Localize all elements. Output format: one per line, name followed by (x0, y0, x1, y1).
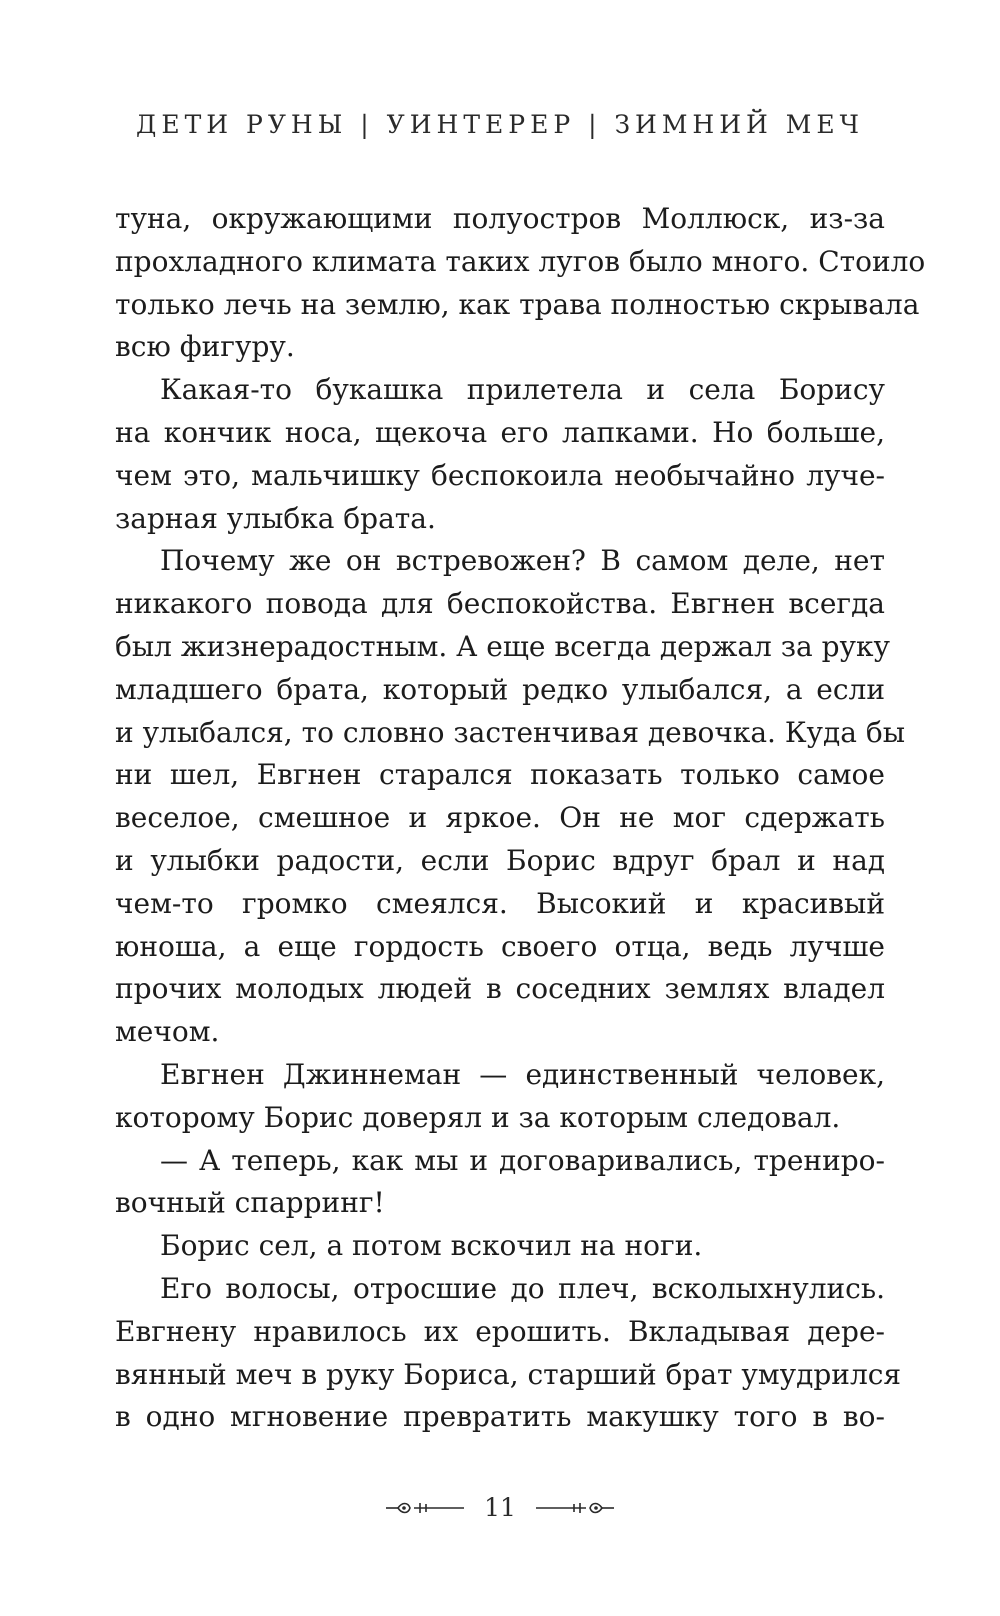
text-line: мечом. (115, 1015, 220, 1049)
text-line: никакого повода для беспокойства. Евгнен всегда (115, 587, 885, 621)
text-line: на кончик носа, щекоча его лапками. Но больше, (115, 415, 885, 449)
running-head: ДЕТИ РУНЫ | УИНТЕРЕР | ЗИМНИЙ МЕЧ (136, 110, 864, 139)
text-line: веселое, смешное и яркое. Он не мог сдержать (115, 801, 885, 835)
text-line: Евгнену нравилось их ерошить. Вкладывая дере- (115, 1314, 885, 1348)
text-line: был жизнерадостным. А еще всегда держал за руку (115, 629, 890, 663)
text-line: только лечь на землю, как трава полностью скрывала (115, 287, 920, 321)
text-line: Борис сел, а потом вскочил на ноги. (160, 1229, 703, 1263)
text-line: вочный спарринг! (115, 1186, 385, 1220)
right-flourish-icon (534, 1496, 616, 1520)
text-line: в одно мгновение превратить макушку того в во- (115, 1400, 885, 1434)
text-line: вянный меч в руку Бориса, старший брат умудрился (115, 1357, 902, 1391)
body-text (115, 198, 926, 1439)
text-line: Почему же он встревожен? В самом деле, нет (160, 544, 885, 578)
page-folio (0, 1488, 1000, 1528)
text-line: — А теперь, как мы и договаривались, трениро- (160, 1143, 885, 1177)
text-line: чем это, мальчишку беспокоила необычайно луче- (115, 458, 885, 492)
text-line: и улыбки радости, если Борис вдруг брал и над (115, 843, 885, 877)
text-line: чем-то громко смеялся. Высокий и красивый (115, 886, 885, 920)
text-line: младшего брата, который редко улыбался, а если (115, 672, 885, 706)
text-line: прочих молодых людей в соседних землях владел (115, 972, 885, 1006)
text-line: и улыбался, то словно застенчивая девочка. Куда бы (115, 715, 905, 749)
left-flourish-icon (384, 1496, 466, 1520)
page-number: 11 (484, 1493, 516, 1522)
text-line: юноша, а еще гордость своего отца, ведь лучше (115, 929, 885, 963)
text-line: зарная улыбка брата. (115, 501, 436, 535)
text-line: всю фигуру. (115, 330, 295, 364)
text-line: Его волосы, отросшие до плеч, всколыхнулись. (160, 1271, 885, 1305)
text-line: Какая-то букашка прилетела и села Борису (160, 373, 885, 407)
text-line: которому Борис доверял и за которым следовал. (115, 1100, 841, 1134)
text-line: Евгнен Джиннеман — единственный человек, (160, 1057, 885, 1091)
text-line: прохладного климата таких лугов было много. Стоило (115, 244, 926, 278)
text-line: ни шел, Евгнен старался показать только самое (115, 758, 885, 792)
text-line: туна, окружающими полуостров Моллюск, из-за (115, 202, 885, 235)
